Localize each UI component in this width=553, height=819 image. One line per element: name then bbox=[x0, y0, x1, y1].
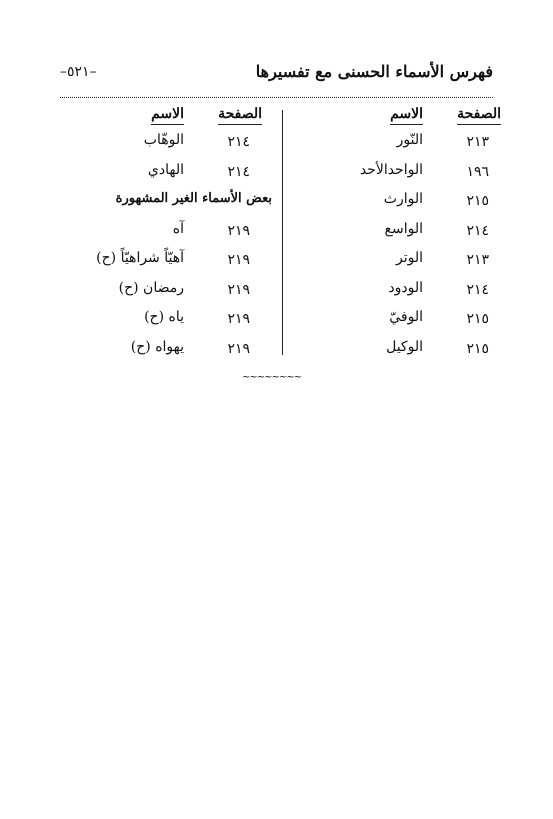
page-ref: ٢١٩ bbox=[227, 311, 250, 327]
entry-name: الواحدالأحد bbox=[359, 161, 423, 178]
index-row bbox=[291, 303, 501, 333]
index-row bbox=[42, 303, 272, 333]
page-ref: ٢١٥ bbox=[466, 311, 489, 327]
index-row bbox=[42, 156, 272, 186]
entry-name: آه bbox=[172, 220, 184, 237]
page-ref: ٢١٥ bbox=[466, 193, 489, 209]
entry-name: الودود bbox=[388, 279, 423, 296]
index-row bbox=[291, 244, 501, 274]
page-title: فهرس الأسماء الحسنى مع تفسيرها bbox=[255, 62, 493, 81]
page-ref: ٢١٤ bbox=[227, 134, 250, 150]
page-header bbox=[60, 62, 493, 90]
column-header bbox=[291, 104, 501, 126]
entry-name: الوتر bbox=[395, 250, 423, 266]
entry-name: الوفيّ bbox=[389, 309, 423, 325]
page-ref: ٢١٤ bbox=[466, 222, 489, 239]
entry-name: النّور bbox=[396, 132, 423, 148]
column-divider bbox=[282, 110, 283, 355]
column-header bbox=[42, 104, 272, 126]
header-rule bbox=[60, 97, 493, 98]
page-ref: ٢١٣ bbox=[466, 252, 489, 268]
page-ref: ٢١٩ bbox=[227, 281, 250, 298]
index-row bbox=[291, 215, 501, 245]
entry-name: الواسع bbox=[384, 220, 423, 237]
page-ref: ٢١٥ bbox=[466, 340, 489, 357]
entry-name: الوكيل bbox=[386, 338, 423, 355]
subheading-text: بعض الأسماء الغير المشهورة bbox=[115, 191, 272, 206]
page-ref: ٢١٩ bbox=[227, 340, 250, 357]
index-row bbox=[291, 274, 501, 304]
index-row bbox=[291, 156, 501, 186]
index-row bbox=[291, 185, 501, 215]
index-row bbox=[291, 333, 501, 363]
index-row bbox=[42, 333, 272, 363]
page-number: –٥٢١– bbox=[60, 64, 97, 80]
entry-name: يهواه (ح) bbox=[130, 338, 184, 355]
end-ornament: ~~~~~~~~ bbox=[242, 372, 302, 383]
page-ref: ١٩٦ bbox=[466, 163, 489, 180]
page-ref: ٢١٣ bbox=[466, 134, 489, 150]
entry-name: الوارث bbox=[383, 191, 423, 207]
entry-name: الوهّاب bbox=[143, 132, 184, 148]
index-row bbox=[42, 215, 272, 245]
left-column bbox=[42, 104, 272, 362]
entry-name: آهيّاً شراهيّاً (ح) bbox=[96, 250, 184, 266]
page-ref: ٢١٩ bbox=[227, 222, 250, 239]
name-column-header: الاسم bbox=[151, 106, 184, 125]
index-row bbox=[42, 274, 272, 304]
index-row bbox=[42, 126, 272, 156]
entry-name: ياه (ح) bbox=[144, 309, 184, 325]
page-ref: ٢١٤ bbox=[227, 163, 250, 180]
right-column bbox=[291, 104, 501, 362]
section-subheading bbox=[42, 185, 272, 215]
index-row bbox=[291, 126, 501, 156]
index-row bbox=[42, 244, 272, 274]
entry-name: رمضان (ح) bbox=[118, 279, 184, 296]
entry-name: الهادي bbox=[147, 161, 184, 178]
page-column-header: الصفحة bbox=[457, 106, 501, 125]
page-ref: ٢١٤ bbox=[466, 281, 489, 298]
page-ref: ٢١٩ bbox=[227, 252, 250, 268]
name-column-header: الاسم bbox=[390, 106, 423, 125]
page-column-header: الصفحة bbox=[218, 106, 262, 125]
